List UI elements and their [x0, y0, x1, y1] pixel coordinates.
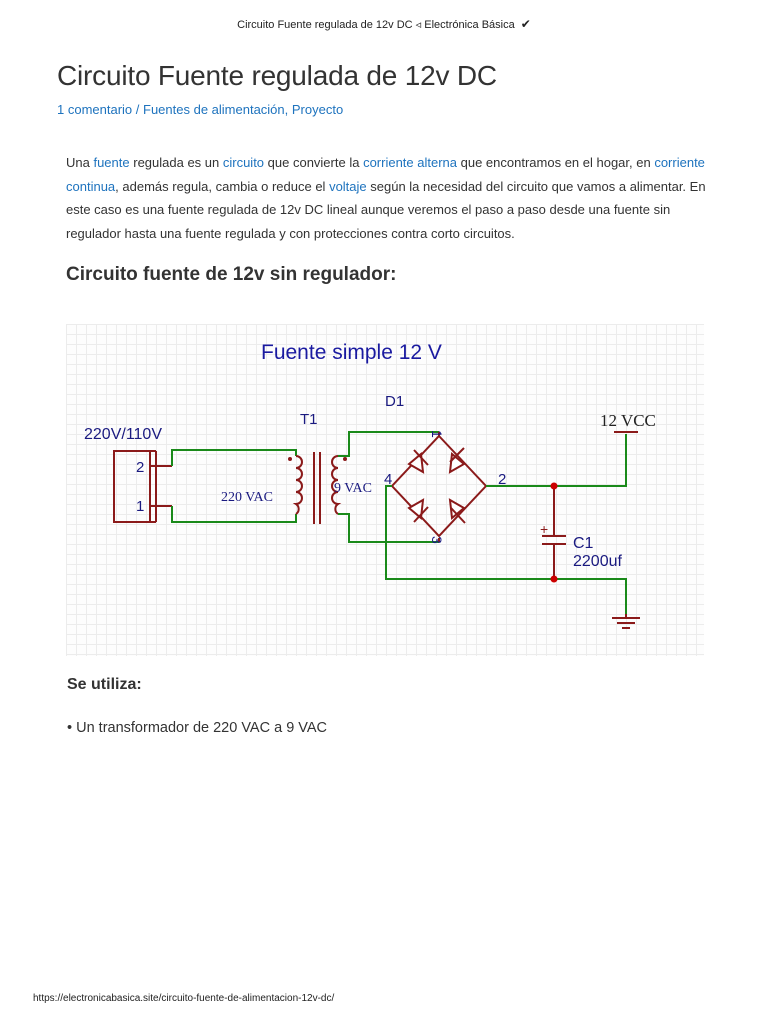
junction-dot-top — [551, 483, 558, 490]
intro-text: Una — [66, 155, 94, 170]
link-corriente-continua[interactable]: corriente continua — [66, 155, 705, 194]
transformer-ref: T1 — [300, 411, 318, 428]
meta-comma: , — [284, 102, 292, 117]
junction-dot-bottom — [551, 576, 558, 583]
wire-primary-bottom — [172, 506, 296, 522]
capacitor-ref: C1 — [573, 535, 594, 552]
primary-label: 220 VAC — [221, 490, 274, 505]
bridge-pin-4: 4 — [384, 471, 393, 488]
footer-url: https://electronicabasica.site/circuito-fuente-de-alimentacion-12v-dc/ — [33, 993, 335, 1004]
link-fuente[interactable]: fuente — [93, 155, 130, 170]
bridge-pin-3: 3 — [429, 536, 445, 544]
post-meta — [57, 102, 343, 117]
pin-1-label: 1 — [136, 498, 145, 515]
list-item: • Un transformador de 220 VAC a 9 VAC — [67, 720, 328, 736]
schematic-figure — [66, 324, 704, 656]
intro-text: que encontramos en el hogar, en — [457, 155, 655, 170]
capacitor-value: 2200uf — [573, 553, 622, 570]
bridge-ref: D1 — [385, 393, 405, 410]
wire-negative — [386, 486, 554, 579]
check-icon: ✔ — [520, 17, 531, 31]
schematic-title: Fuente simple 12 V — [261, 341, 442, 364]
print-header-title: Circuito Fuente regulada de 12v DC ◃ Electrónica Básica — [237, 19, 515, 31]
bridge-pin-2: 2 — [498, 471, 507, 488]
link-voltaje[interactable]: voltaje — [329, 178, 367, 194]
category-link-fuentes[interactable]: Fuentes de alimentación — [143, 102, 285, 117]
pin-2-label: 2 — [136, 459, 145, 476]
input-connector — [114, 451, 150, 522]
wire-vcc — [554, 434, 626, 486]
ground-icon — [612, 614, 640, 628]
link-circuito[interactable]: circuito — [222, 155, 265, 170]
comments-link[interactable]: 1 comentario — [57, 102, 133, 117]
link-corriente-alterna[interactable]: corriente alterna — [363, 155, 458, 170]
intro-text: regulada es un — [129, 155, 223, 170]
wire-ground — [554, 579, 626, 614]
print-header — [0, 17, 768, 31]
intro-text: , además regula, cambia o reduce el — [115, 178, 330, 194]
page-title: Circuito Fuente regulada de 12v DC — [57, 60, 497, 91]
category-link-proyecto[interactable]: Proyecto — [291, 102, 344, 117]
transformer-symbol — [296, 452, 338, 524]
intro-text: según la necesidad del circuito que vamos a alimentar. En este caso es una fuente regulada de 12v DC lineal aunque veremos el paso a paso desde una fuente sin regulador hasta una fuente regulada y con protecciones contra corto circuitos. — [66, 178, 706, 241]
capacitor-plus-sign: + — [540, 521, 549, 537]
section-heading: Circuito fuente de 12v sin regulador: — [66, 264, 397, 285]
intro-paragraph — [66, 151, 716, 245]
secondary-label: 9 VAC — [334, 481, 373, 496]
schematic-diagram — [66, 324, 704, 656]
bridge-rectifier — [392, 436, 486, 536]
meta-separator: / — [132, 102, 143, 117]
intro-text: que convierte la — [264, 155, 364, 170]
uses-heading: Se utiliza: — [67, 676, 142, 693]
wire-primary-top — [172, 450, 296, 466]
bridge-pin-1: 1 — [429, 430, 445, 438]
vcc-label: 12 VCC — [600, 411, 656, 430]
wire-secondary-bottom — [338, 514, 439, 542]
input-label: 220V/110V — [84, 426, 162, 443]
